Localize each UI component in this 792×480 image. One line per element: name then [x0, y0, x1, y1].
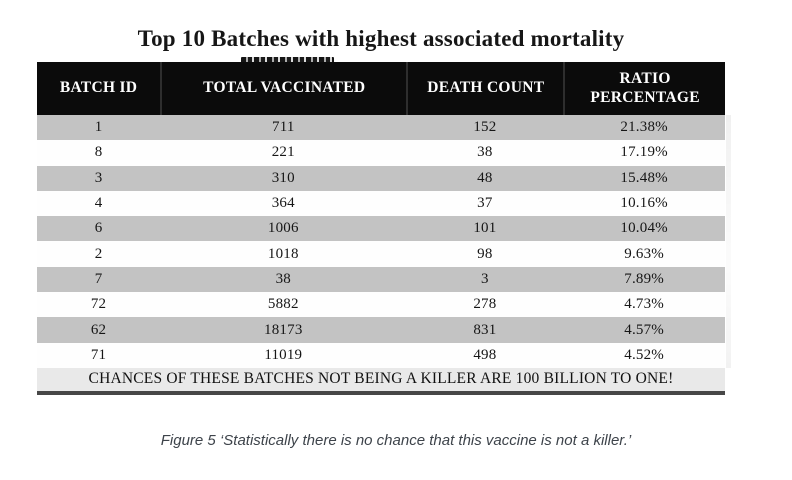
- cell-death-count: 278: [473, 296, 497, 313]
- cell-death-count: 48: [477, 169, 493, 186]
- table-row: [37, 343, 725, 368]
- cell-death-count: 37: [477, 195, 493, 212]
- cell-ratio-percentage: 4.73%: [624, 296, 664, 313]
- cell-batch-id: 62: [90, 321, 107, 338]
- cell-ratio-percentage: 17.19%: [620, 144, 668, 161]
- cell-batch-id: 72: [90, 296, 107, 313]
- cell-ratio-percentage: 7.89%: [624, 270, 664, 287]
- table-row: [37, 267, 725, 292]
- cell-batch-id: 4: [94, 195, 103, 212]
- cell-death-count: 98: [477, 245, 493, 262]
- cell-total-vaccinated: 11019: [264, 346, 303, 363]
- cell-total-vaccinated: 38: [275, 270, 291, 287]
- cell-batch-id: 7: [94, 270, 103, 287]
- cell-death-count: 101: [473, 220, 497, 237]
- table-row: [37, 191, 725, 216]
- cell-batch-id: 3: [94, 169, 103, 186]
- table-row: [37, 140, 725, 165]
- cell-total-vaccinated: 711: [272, 119, 295, 136]
- table-row: [37, 317, 725, 342]
- cell-death-count: 3: [481, 270, 489, 287]
- table-body: [37, 115, 725, 368]
- column-header-death-count: DEATH COUNT: [406, 62, 563, 115]
- cell-death-count: 831: [473, 321, 497, 338]
- column-header-total-vaccinated: TOTAL VACCINATED: [160, 62, 406, 115]
- table-row: [37, 216, 725, 241]
- cell-total-vaccinated: 310: [271, 169, 295, 186]
- table-row: [37, 241, 725, 266]
- cell-ratio-percentage: 10.04%: [620, 220, 668, 237]
- cell-total-vaccinated: 364: [271, 195, 295, 212]
- column-header-batch-id: BATCH ID: [59, 79, 138, 97]
- figure-caption: Figure 5 ‘Statistically there is no chance that this vaccine is not a killer.’: [160, 432, 632, 449]
- cell-total-vaccinated: 18173: [264, 321, 303, 338]
- cell-batch-id: 8: [94, 144, 103, 161]
- table-row: [37, 292, 725, 317]
- cell-ratio-percentage: 15.48%: [620, 169, 668, 186]
- cell-batch-id: 6: [94, 220, 103, 237]
- cell-total-vaccinated: 1006: [267, 220, 299, 237]
- table-row: [37, 115, 725, 140]
- table-header-row: [37, 62, 725, 115]
- cell-ratio-percentage: 4.52%: [624, 346, 664, 363]
- cell-total-vaccinated: 221: [271, 144, 295, 161]
- cell-total-vaccinated: 5882: [267, 296, 299, 313]
- cell-death-count: 38: [477, 144, 493, 161]
- table-row: [37, 166, 725, 191]
- column-header-ratio-percentage: RATIO PERCENTAGE: [563, 62, 725, 115]
- cell-death-count: 498: [473, 346, 497, 363]
- cell-total-vaccinated: 1018: [267, 245, 299, 262]
- cell-ratio-percentage: 21.38%: [620, 119, 668, 136]
- cell-ratio-percentage: 10.16%: [620, 195, 668, 212]
- figure-title: Top 10 Batches with highest associated mortality: [137, 26, 625, 51]
- mortality-table: [37, 62, 725, 395]
- cell-ratio-percentage: 9.63%: [624, 245, 664, 262]
- cell-ratio-percentage: 4.57%: [624, 321, 664, 338]
- cell-batch-id: 1: [94, 119, 103, 136]
- table-footer-banner: CHANCES OF THESE BATCHES NOT BEING A KILLER ARE 100 BILLION TO ONE!: [37, 368, 725, 395]
- cell-batch-id: 71: [90, 346, 107, 363]
- cell-death-count: 152: [473, 119, 497, 136]
- scan-edge-artifact: [726, 115, 731, 368]
- cell-batch-id: 2: [94, 245, 103, 262]
